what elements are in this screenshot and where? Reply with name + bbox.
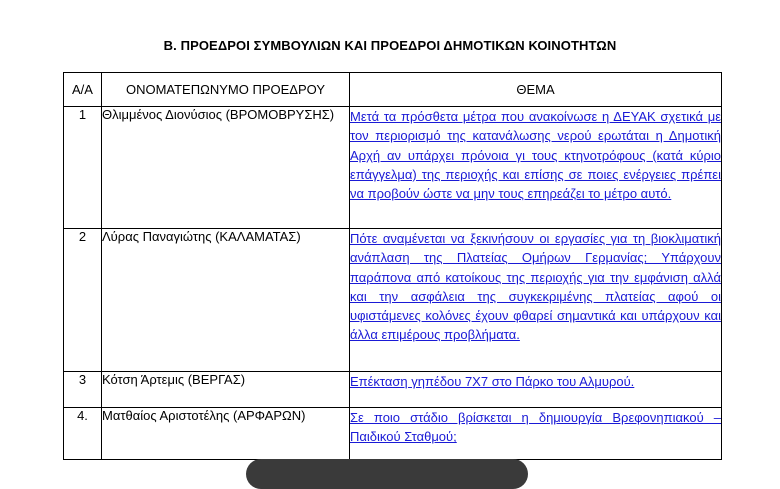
table-header-row	[64, 73, 722, 107]
row-num: 3	[64, 372, 102, 408]
row-num: 4.	[64, 408, 102, 460]
table-row	[64, 372, 722, 408]
topic-link[interactable]: Επέκταση γηπέδου 7Χ7 στο Πάρκο του Αλμυρού.	[350, 374, 635, 389]
table-row	[64, 408, 722, 460]
row-num: 2	[64, 229, 102, 372]
row-president-name: Λύρας Παναγιώτης (ΚΑΛΑΜΑΤΑΣ)	[102, 229, 350, 372]
row-num: 1	[64, 107, 102, 229]
row-president-name: Κότση Άρτεμις (ΒΕΡΓΑΣ)	[102, 372, 350, 408]
row-topic-cell	[350, 229, 722, 372]
presidents-topics-table	[63, 72, 722, 460]
table-row	[64, 229, 722, 372]
row-topic-cell	[350, 372, 722, 408]
row-topic-cell	[350, 107, 722, 229]
row-topic-cell	[350, 408, 722, 460]
header-topic: ΘΕΜΑ	[350, 73, 722, 107]
header-name: ΟΝΟΜΑΤΕΠΩΝΥΜΟ ΠΡΟΕΔΡΟΥ	[102, 73, 350, 107]
table-row	[64, 107, 722, 229]
row-president-name: Ματθαίος Αριστοτέλης (ΑΡΦΑΡΩΝ)	[102, 408, 350, 460]
header-num: Α/Α	[64, 73, 102, 107]
topic-link[interactable]: Πότε αναμένεται να ξεκινήσουν οι εργασίες για τη βιοκλιματική ανάπλαση της Πλατείας Ομήρων Γερμανίας; Υπάρχουν παράπονα από κατοίκους της περιοχής για την εμφάνιση αλλά και την ασφάλεια της συγκεκριμένης πλατείας αφού οι υφιστάμενες κολόνες έχουν φθαρεί σημαντικά και υπάρχουν και άλλα επιμέρους προβλήματα.	[350, 231, 721, 343]
topic-link[interactable]: Σε ποιο στάδιο βρίσκεται η δημιουργία Βρεφονηπιακού – Παιδικού Σταθμού;	[350, 410, 721, 445]
floating-toolbar-overlay[interactable]	[246, 459, 528, 489]
topic-link[interactable]: Μετά τα πρόσθετα μέτρα που ανακοίνωσε η ΔΕΥΑΚ σχετικά με τον περιορισμό της κατανάλωσης νερού ερωτάται η Δημοτική Αρχή αν υπάρχει πρόνοια γι τους κτηνοτρόφους (κατά κύριο επάγγελμα) της περιοχής και επίσης σε ποιες ενέργειες πρέπει να προβούν ώστε να μην τους επηρεάζει το μέτρο αυτό.	[350, 109, 721, 202]
page-title: Β. ΠΡΟΕΔΡΟΙ ΣΥΜΒΟΥΛΙΩΝ ΚΑΙ ΠΡΟΕΔΡΟΙ ΔΗΜΟΤΙΚΩΝ ΚΟΙΝΟΤΗΤΩΝ	[163, 38, 617, 53]
row-president-name: Θλιμμένος Διονύσιος (ΒΡΟΜΟΒΡΥΣΗΣ)	[102, 107, 350, 229]
